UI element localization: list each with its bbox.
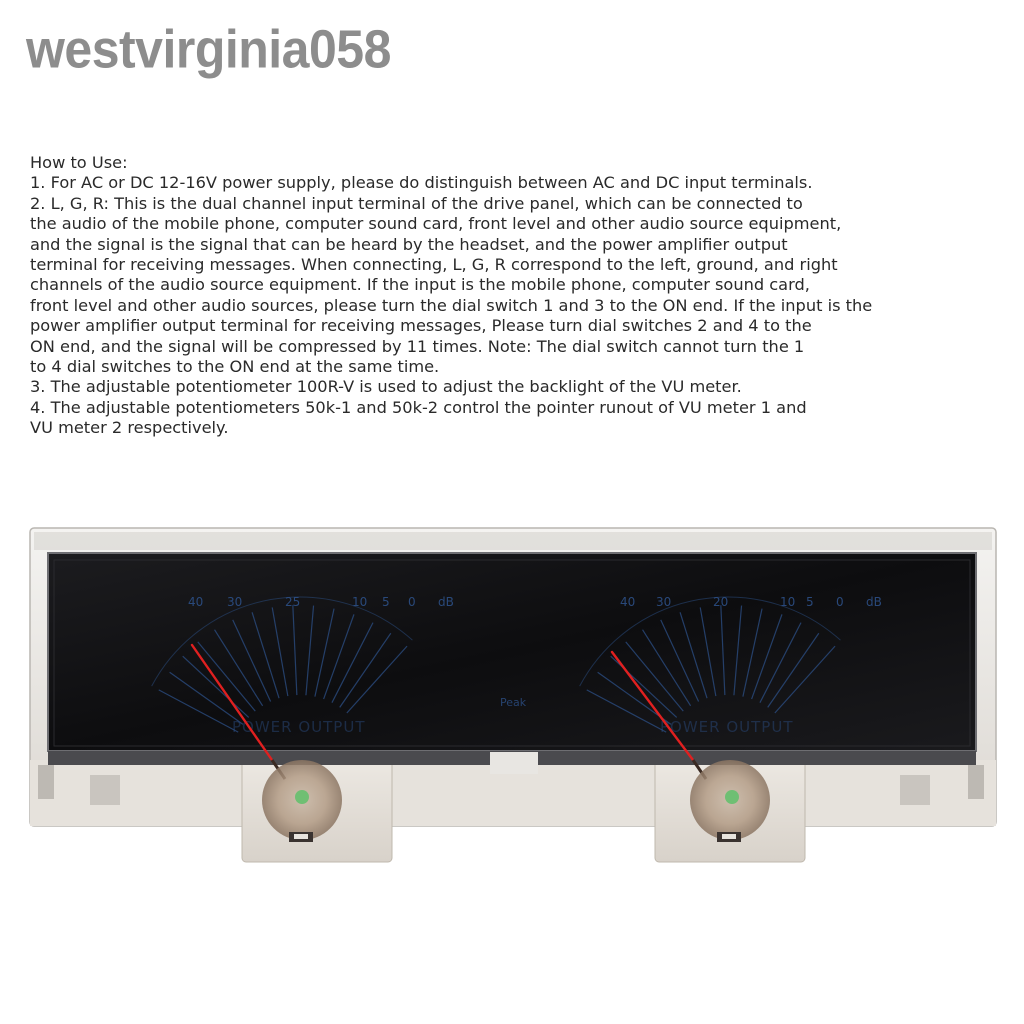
instruction-line: ON end, and the signal will be compressed by 11 times. Note: The dial switch cannot turn the 1 — [30, 336, 805, 356]
instruction-line: power amplifier output terminal for receiving messages, Please turn dial switches 2 and 4 to the — [30, 316, 812, 336]
vu-meter-svg — [0, 500, 1024, 910]
watermark: westvirginia058 — [26, 19, 391, 80]
left-scale-label: 5 — [382, 595, 390, 609]
instruction-line: How to Use: — [30, 153, 128, 172]
instruction-line: 1. For AC or DC 12-16V power supply, please do distinguish between AC and DC input terminals. — [30, 173, 813, 193]
left-scale-label: 30 — [227, 595, 243, 609]
instruction-line: 3. The adjustable potentiometer 100R-V is used to adjust the backlight of the VU meter. — [30, 377, 742, 397]
instruction-line: the audio of the mobile phone, computer sound card, front level and other audio source equipment, — [30, 214, 842, 234]
instruction-line: and the signal is the signal that can be heard by the headset, and the power amplifier output — [30, 234, 788, 254]
left-scale-label: dB — [438, 595, 454, 609]
instruction-line: front level and other audio sources, please turn the dial switch 1 and 3 to the ON end. If the input is the — [30, 295, 873, 315]
instruction-line: 4. The adjustable potentiometers 50k-1 and 50k-2 control the pointer runout of VU meter 1 and — [30, 397, 807, 417]
right-scale-label: 20 — [713, 595, 729, 609]
right-scale-label: 40 — [620, 595, 636, 609]
right-scale-label: dB — [866, 595, 882, 609]
instruction-line: channels of the audio source equipment. If the input is the mobile phone, computer sound card, — [30, 275, 810, 295]
left-meter-caption: POWER OUTPUT — [232, 718, 366, 736]
instruction-line: 2. L, G, R: This is the dual channel input terminal of the drive panel, which can be connected to — [30, 193, 803, 213]
left-scale-label: 25 — [285, 595, 301, 609]
meter-face — [48, 553, 976, 774]
right-scale-label: 10 — [780, 595, 796, 609]
right-meter-caption: POWER OUTPUT — [660, 718, 794, 736]
right-scale-label: 0 — [836, 595, 844, 609]
vu-meter-photo — [0, 500, 1024, 910]
instruction-line: terminal for receiving messages. When connecting, L, G, R correspond to the left, ground, and right — [30, 255, 838, 275]
right-scale-label: 5 — [806, 595, 814, 609]
left-scale-label: 0 — [408, 595, 416, 609]
left-scale-label: 10 — [352, 595, 368, 609]
right-scale-label: 30 — [656, 595, 672, 609]
left-scale-label: 40 — [188, 595, 204, 609]
peak-label: Peak — [500, 696, 527, 709]
instruction-line: VU meter 2 respectively. — [30, 418, 229, 438]
instruction-line: to 4 dial switches to the ON end at the same time. — [30, 357, 440, 377]
instructions-text — [30, 153, 1010, 439]
